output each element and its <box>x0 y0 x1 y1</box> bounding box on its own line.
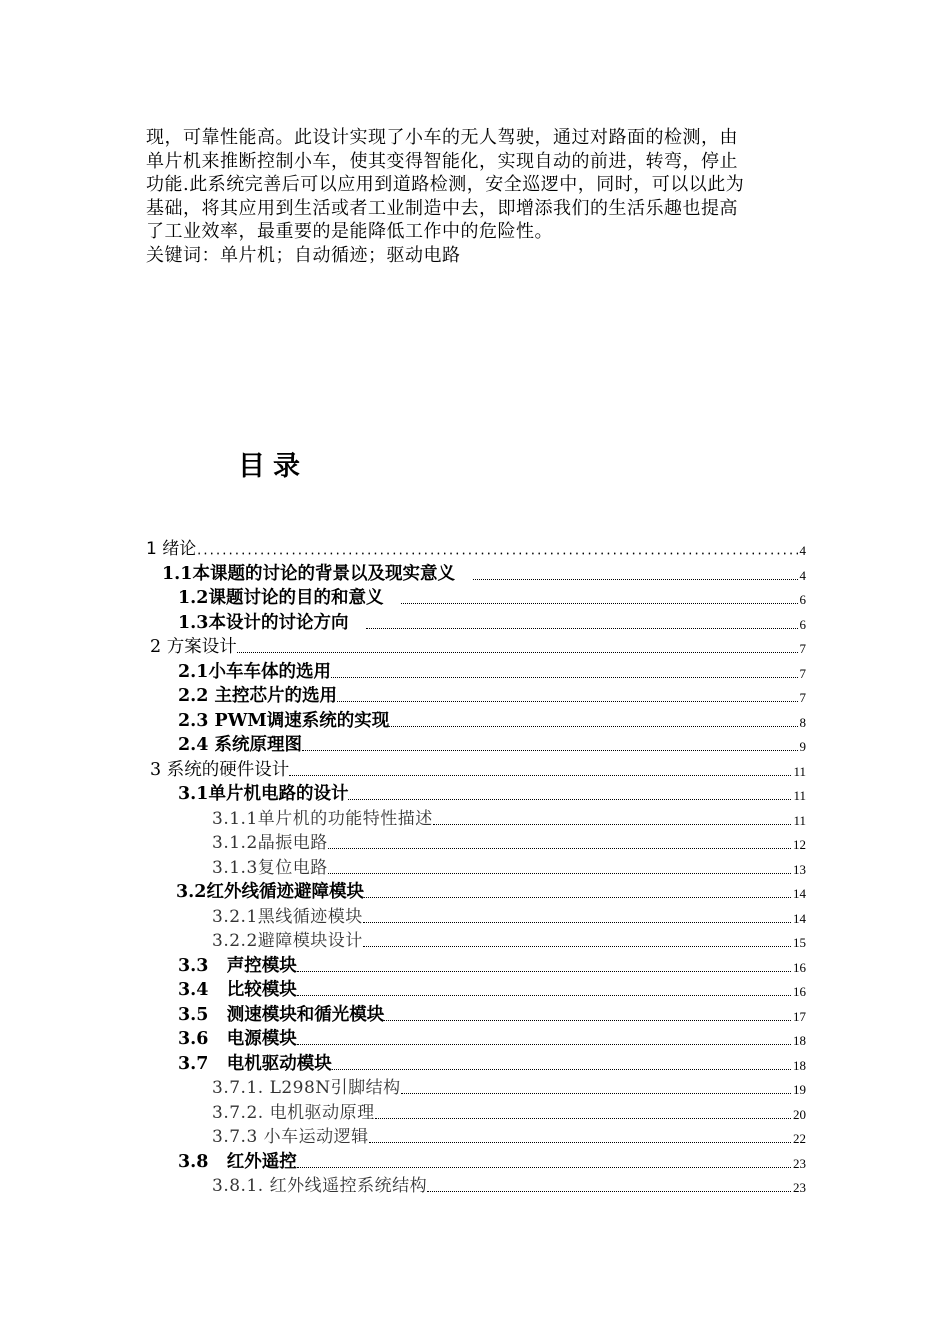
toc-entry-text: 3.7 电机驱动模块 <box>178 1053 332 1074</box>
toc-leader <box>375 1117 791 1119</box>
toc-entry-page: 4 <box>799 543 806 558</box>
toc-entry[interactable] <box>178 977 806 1001</box>
abstract-line: 了工业效率，最重要的是能降低工作中的危险性。 <box>146 221 553 242</box>
toc-leader <box>332 1068 791 1070</box>
toc-entry-text: 3.5 测速模块和循光模块 <box>178 1004 385 1025</box>
toc-leader <box>384 1019 791 1021</box>
toc-entry[interactable] <box>178 781 806 805</box>
toc-leader <box>302 749 797 751</box>
toc-entry-text: 1.3本设计的讨论方向 <box>178 612 349 633</box>
toc-entry-text: 2.3 PWM调速系统的实现 <box>178 710 390 731</box>
toc-entry-page: 7 <box>799 641 806 656</box>
toc-entry[interactable] <box>178 659 806 683</box>
toc-leader <box>297 1166 791 1168</box>
toc-leader <box>237 651 798 653</box>
toc-entry[interactable] <box>150 757 806 781</box>
toc-entry-page: 19 <box>793 1082 806 1097</box>
toc-entry-page: 22 <box>793 1131 806 1146</box>
toc-entry-text: 2.4 系统原理图 <box>178 735 303 755</box>
toc-entry-page: 6 <box>799 592 806 607</box>
toc-entry-page: 23 <box>793 1155 806 1171</box>
toc-entry-page: 4 <box>799 567 806 583</box>
toc-entry-page: 17 <box>793 1008 806 1024</box>
toc-entry-text: 1.2课题讨论的目的和意义 <box>178 588 384 608</box>
toc-entry-page: 23 <box>793 1180 806 1195</box>
toc-entry-page: 13 <box>793 861 806 877</box>
toc-entry[interactable] <box>212 855 806 879</box>
abstract-section <box>146 126 806 267</box>
toc-entry-page: 14 <box>793 910 806 926</box>
toc-entry[interactable] <box>212 1124 806 1148</box>
toc-entry-text: 3.3 声控模块 <box>178 955 297 976</box>
toc-entry-page: 11 <box>793 788 806 803</box>
abstract-line: 现，可靠性能高。此设计实现了小车的无人驾驶，通过对路面的检测，由 <box>146 127 738 148</box>
toc-leader <box>328 872 791 874</box>
toc-leader <box>363 921 791 923</box>
toc-entry-text: 3.8.1. 红外线遥控系统结构 <box>212 1176 428 1196</box>
toc-entry-text: 2 方案设计 <box>150 637 237 657</box>
toc-leader <box>297 994 791 996</box>
toc-entry-text: 3.1.1单片机的功能特性描述 <box>212 808 433 829</box>
toc-entry-page: 6 <box>799 616 806 632</box>
abstract-line: 单片机来推断控制小车，使其变得智能化，实现自动的前进，转弯，停止 <box>146 150 738 172</box>
toc-leader <box>297 970 791 972</box>
toc-entry-page: 9 <box>799 739 806 754</box>
toc-entry-page: 8 <box>799 714 806 730</box>
toc-entry[interactable] <box>178 1149 806 1173</box>
toc-entry-text: 3.2.1黑线循迹模块 <box>212 906 363 927</box>
toc-entry-page: 14 <box>793 886 806 901</box>
toc-entry-page: 7 <box>799 690 806 705</box>
abstract-line: 基础，将其应用到生活或者工业制造中去，即增添我们的生活乐趣也提高 <box>146 197 738 219</box>
toc-entry[interactable] <box>146 536 806 560</box>
toc-entry-page: 11 <box>793 812 806 828</box>
toc-entry[interactable] <box>212 1100 806 1124</box>
toc-entry[interactable] <box>178 683 806 707</box>
toc-entry-text: 3.4 比较模块 <box>178 980 297 1000</box>
toc-entry-page: 16 <box>793 959 806 975</box>
toc-entry-page: 20 <box>793 1106 806 1122</box>
toc-entry-text: 3.2.2避障模块设计 <box>212 931 363 951</box>
toc-entry[interactable] <box>212 1173 806 1197</box>
toc-entry[interactable] <box>178 585 806 609</box>
toc-leader <box>289 774 791 776</box>
toc-leader <box>401 1092 791 1094</box>
toc-entry-page: 11 <box>793 763 806 779</box>
toc-leader <box>363 945 791 947</box>
toc-entry-text: 3.6 电源模块 <box>178 1029 297 1049</box>
toc-entry-page: 7 <box>799 665 806 681</box>
toc-leader <box>328 847 791 849</box>
toc-entry-page: 15 <box>793 935 806 950</box>
toc-entry-page: 12 <box>793 837 806 852</box>
toc-entry-text: 3.8 红外遥控 <box>178 1151 297 1172</box>
toc-leader <box>427 1190 791 1192</box>
keywords-line: 关键词：单片机；自动循迹；驱动电路 <box>146 244 461 266</box>
toc-leader <box>331 676 798 678</box>
toc-entry[interactable] <box>178 1026 806 1050</box>
toc-leader <box>337 700 797 702</box>
toc-leader <box>364 896 791 898</box>
toc-entry[interactable] <box>176 879 806 903</box>
toc-entry-page: 16 <box>793 984 806 999</box>
toc-leader <box>297 1043 791 1045</box>
toc-entry[interactable] <box>178 1051 806 1075</box>
toc-entry[interactable] <box>178 708 806 732</box>
toc-entry-page: 18 <box>793 1057 806 1073</box>
toc-leader <box>389 725 797 727</box>
toc-entry[interactable] <box>162 561 806 585</box>
toc-leader <box>366 627 797 629</box>
toc-entry-text: 2.1小车车体的选用 <box>178 661 331 682</box>
toc-entry-text: 3.2红外线循迹避障模块 <box>176 882 364 902</box>
toc-entry-text: 3.7.3 小车运动逻辑 <box>212 1127 369 1147</box>
toc-entry-text: 3.7.1. L298N引脚结构 <box>212 1078 401 1098</box>
toc-entry-page: 18 <box>793 1033 806 1048</box>
toc-entry[interactable] <box>150 634 806 658</box>
toc-leader <box>196 552 797 555</box>
toc-entry-text: 3.1.3复位电路 <box>212 857 328 878</box>
toc-entry-text: 1.1本课题的讨论的背景以及现实意义 <box>162 563 455 584</box>
toc-title: 目录 <box>238 451 308 482</box>
toc-entry[interactable] <box>178 732 806 756</box>
toc-entry[interactable] <box>212 1075 806 1099</box>
toc-leader <box>369 1141 791 1143</box>
toc-entry[interactable] <box>178 610 806 634</box>
toc-leader <box>473 578 798 580</box>
toc-entry[interactable] <box>178 1002 806 1026</box>
toc-entry[interactable] <box>178 953 806 977</box>
toc-entry[interactable] <box>212 904 806 928</box>
toc-entry[interactable] <box>212 928 806 952</box>
toc-leader <box>401 602 797 604</box>
toc-entry-text: 3.1单片机电路的设计 <box>178 784 349 804</box>
toc-entry-text: 3 系统的硬件设计 <box>150 759 290 780</box>
toc-leader <box>348 798 791 800</box>
toc-leader <box>433 823 792 825</box>
toc-entry-text: 3.1.2晶振电路 <box>212 833 328 853</box>
abstract-line: 功能.此系统完善后可以应用到道路检测，安全巡逻中，同时，可以以此为 <box>146 174 745 195</box>
toc-entry-text: 2.2 主控芯片的选用 <box>178 686 338 706</box>
toc-entry[interactable] <box>212 806 806 830</box>
toc-entry[interactable] <box>212 830 806 854</box>
toc-entry-text: 1 绪论 <box>146 539 197 559</box>
toc-entry-text: 3.7.2. 电机驱动原理 <box>212 1102 375 1123</box>
